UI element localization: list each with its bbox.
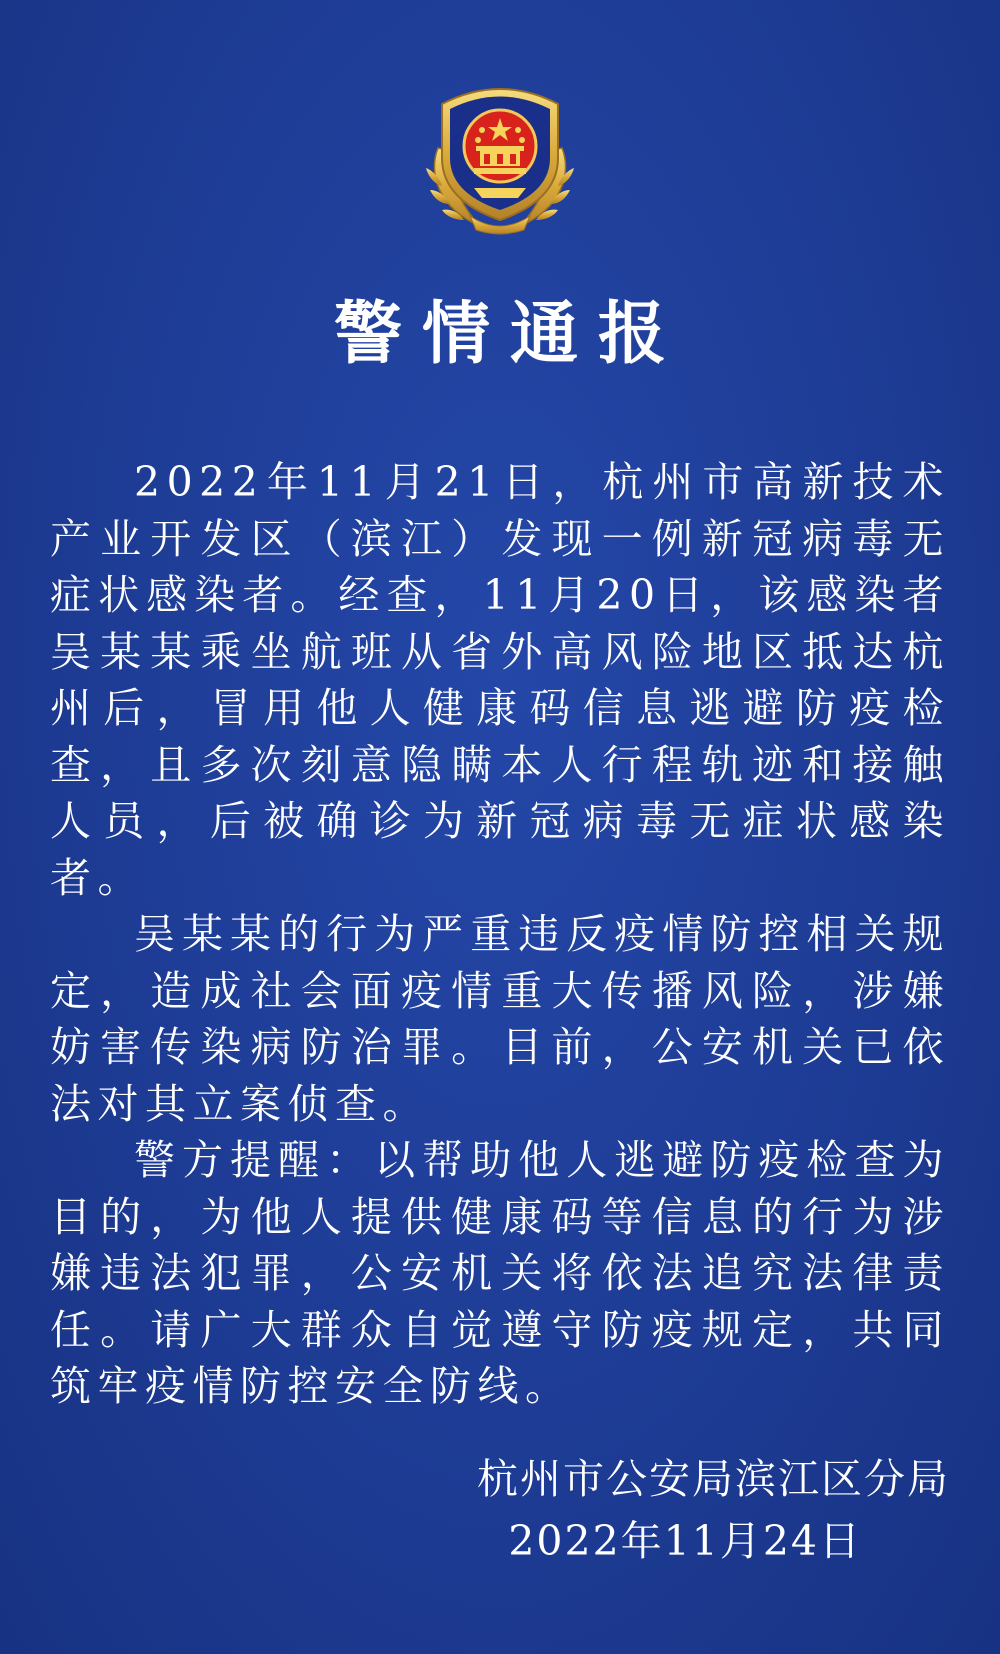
- notice-paragraph-1: 2022年11月21日，杭州市高新技术产业开发区（滨江）发现一例新冠病毒无症状感染者。经查，11月20日，该感染者吴某某乘坐航班从省外高风险地区抵达杭州后，冒用他人健康码信息逃避防疫检查，且多次刻意隐瞒本人行程轨迹和接触人员，后被确诊为新冠病毒无症状感染者。: [50, 458, 950, 902]
- signature-block: [477, 1448, 950, 1572]
- notice-title: 警情通报: [333, 295, 686, 374]
- police-emblem-icon: [418, 78, 582, 238]
- notice-paragraph-2: 吴某某的行为严重违反疫情防控相关规定，造成社会面疫情重大传播风险，涉嫌妨害传染病防治罪。目前，公安机关已依法对其立案侦查。: [50, 910, 950, 1128]
- notice-paragraph-3: 警方提醒：以帮助他人逃避防疫检查为目的，为他人提供健康码等信息的行为涉嫌违法犯罪，公安机关将依法追究法律责任。请广大群众自觉遵守防疫规定，共同筑牢疫情防控安全防线。: [50, 1136, 950, 1410]
- issue-date: 2022年11月24日: [508, 1517, 862, 1565]
- issuer-name: 杭州市公安局滨江区分局: [477, 1455, 950, 1503]
- notice-body: [50, 454, 950, 1415]
